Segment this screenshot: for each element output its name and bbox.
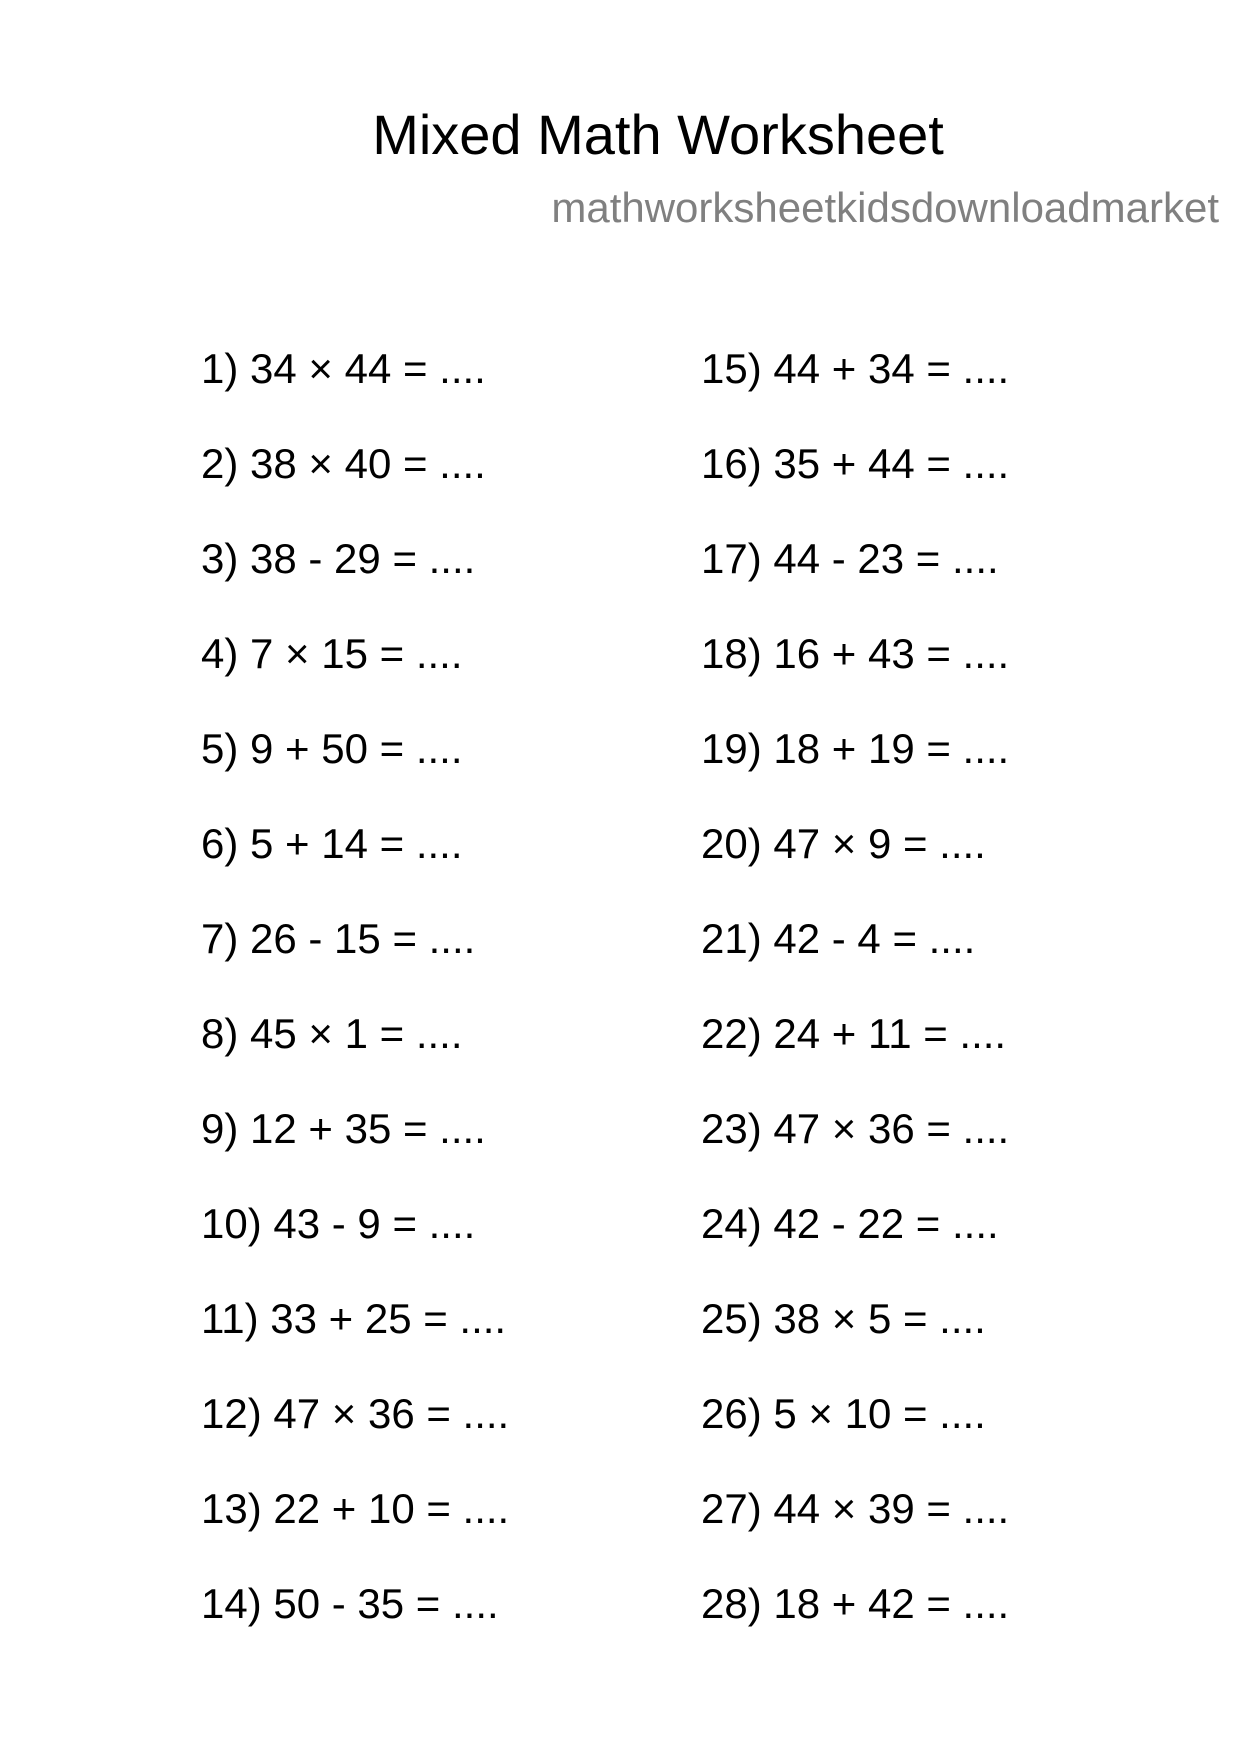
math-problem: 24) 42 - 22 = ....	[701, 1200, 999, 1247]
math-problem: 26) 5 × 10 = ....	[701, 1390, 986, 1437]
problems-column-right	[701, 344, 1009, 1674]
math-problem: 9) 12 + 35 = ....	[201, 1105, 486, 1152]
math-problem: 28) 18 + 42 = ....	[701, 1580, 1010, 1627]
math-problem: 19) 18 + 19 = ....	[701, 725, 1010, 772]
math-problem: 12) 47 × 36 = ....	[201, 1390, 510, 1437]
math-problem: 22) 24 + 11 = ....	[701, 1010, 1007, 1057]
math-problem: 3) 38 - 29 = ....	[201, 535, 476, 582]
math-problem: 6) 5 + 14 = ....	[201, 820, 463, 867]
math-problem: 21) 42 - 4 = ....	[701, 915, 976, 962]
math-problem: 2) 38 × 40 = ....	[201, 440, 486, 487]
math-problem: 11) 33 + 25 = ....	[201, 1295, 507, 1342]
math-problem: 1) 34 × 44 = ....	[201, 345, 486, 392]
math-problem: 10) 43 - 9 = ....	[201, 1200, 476, 1247]
watermark-text: mathworksheetkidsdownloadmarket	[551, 184, 1219, 231]
math-problem: 25) 38 × 5 = ....	[701, 1295, 986, 1342]
math-problem: 27) 44 × 39 = ....	[701, 1485, 1010, 1532]
math-problem: 17) 44 - 23 = ....	[701, 535, 999, 582]
problems-column-left	[201, 344, 509, 1674]
math-problem: 15) 44 + 34 = ....	[701, 345, 1010, 392]
worksheet-title: Mixed Math Worksheet	[372, 103, 944, 166]
math-problem: 8) 45 × 1 = ....	[201, 1010, 463, 1057]
math-problem: 20) 47 × 9 = ....	[701, 820, 986, 867]
math-problem: 18) 16 + 43 = ....	[701, 630, 1010, 677]
math-problem: 23) 47 × 36 = ....	[701, 1105, 1010, 1152]
math-problem: 14) 50 - 35 = ....	[201, 1580, 499, 1627]
math-problem: 7) 26 - 15 = ....	[201, 915, 476, 962]
math-problem: 5) 9 + 50 = ....	[201, 725, 463, 772]
math-problem: 4) 7 × 15 = ....	[201, 630, 463, 677]
math-problem: 16) 35 + 44 = ....	[701, 440, 1010, 487]
math-problem: 13) 22 + 10 = ....	[201, 1485, 510, 1532]
